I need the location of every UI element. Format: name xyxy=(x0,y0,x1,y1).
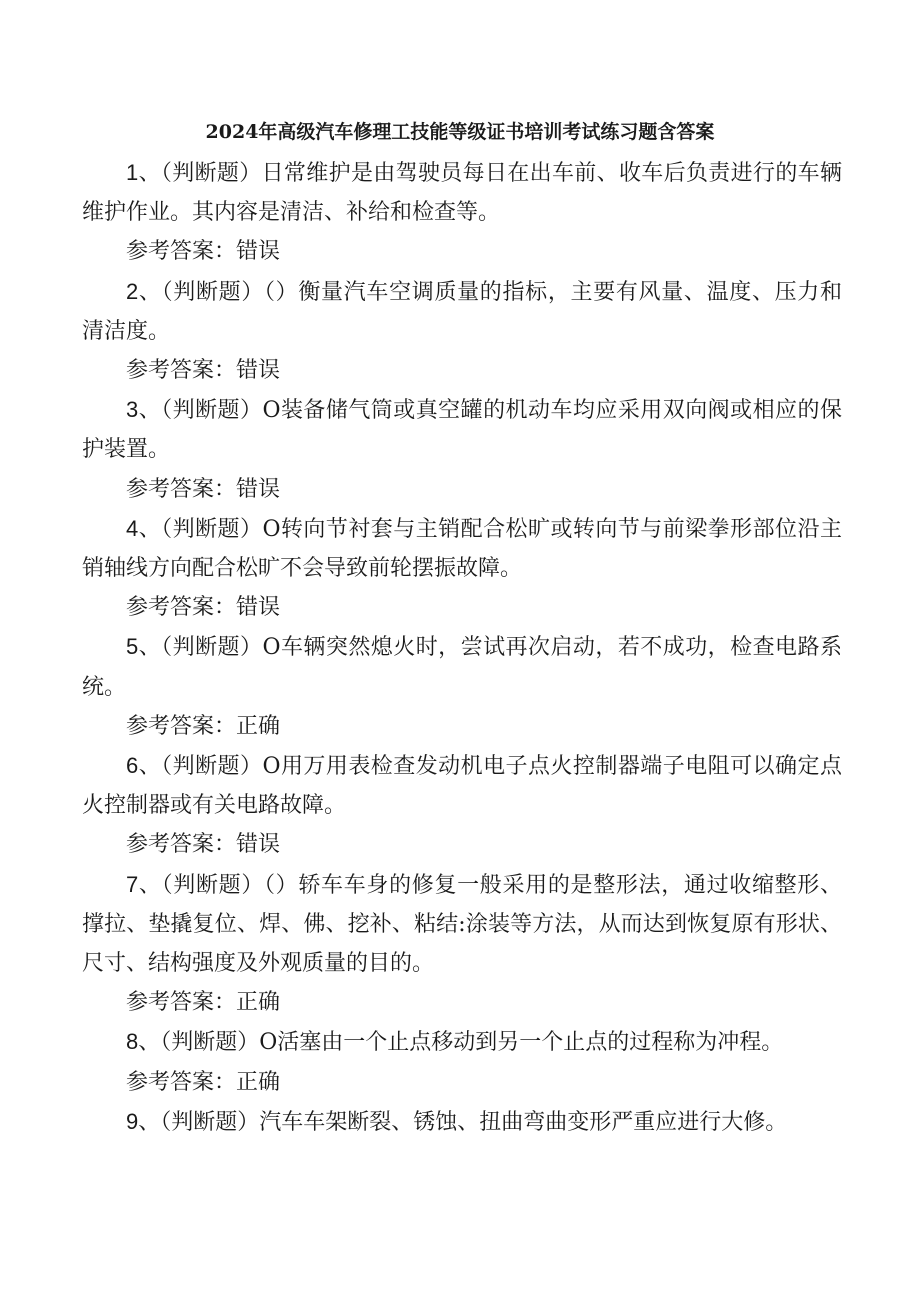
question-list xyxy=(82,153,842,1142)
question-number: 7、 xyxy=(126,871,162,897)
question-2 xyxy=(82,272,842,351)
question-number: 9、 xyxy=(126,1108,161,1134)
question-number: 8、 xyxy=(126,1029,161,1055)
question-text: （判断题）日常维护是由驾驶员每日在出车前、收车后负责进行的车辆维护作业。其内容是清洁、补给和检查等。 xyxy=(82,161,842,226)
document-title: 2024年高级汽车修理工技能等级证书培训考试练习题含答案 xyxy=(205,121,715,143)
question-text: （判断题）（）衡量汽车空调质量的指标，主要有风量、温度、压力和清洁度。 xyxy=(82,279,842,344)
question-number: 5、 xyxy=(126,634,162,660)
answer-4: 参考答案：错误 xyxy=(126,595,281,621)
question-number: 3、 xyxy=(126,397,162,423)
question-text: （判断题）（）轿车车身的修复一般采用的是整形法，通过收缩整形、撑拉、垫撬复位、焊、佛、挖补、粘结:涂装等方法，从而达到恢复原有形状、尺寸、结构强度及外观质量的目的。 xyxy=(82,872,842,977)
answer-1: 参考答案：错误 xyxy=(126,239,281,265)
question-number: 4、 xyxy=(126,515,162,541)
question-7 xyxy=(82,865,842,984)
question-1 xyxy=(82,153,842,232)
answer-6: 参考答案：错误 xyxy=(126,832,281,858)
question-number: 1、 xyxy=(126,160,161,185)
answer-7: 参考答案：正确 xyxy=(126,990,281,1016)
question-text: （判断题）O用万用表检查发动机电子点火控制器端子电阻可以确定点火控制器或有关电路故障。 xyxy=(82,754,842,819)
question-3 xyxy=(82,390,842,469)
question-8 xyxy=(82,1022,842,1062)
question-text: （判断题）O转向节衬套与主销配合松旷或转向节与前梁拳形部位沿主销轴线方向配合松旷不会导致前轮摆振故障。 xyxy=(82,516,842,582)
question-6 xyxy=(82,746,842,825)
question-9 xyxy=(82,1102,842,1142)
answer-8: 参考答案：正确 xyxy=(126,1069,281,1095)
answer-3: 参考答案：错误 xyxy=(126,476,281,502)
question-text: （判断题）O装备储气筒或真空罐的机动车均应采用双向阀或相应的保护装置。 xyxy=(82,398,842,463)
question-number: 6、 xyxy=(126,753,162,779)
question-text: （判断题）O活塞由一个止点移动到另一个止点的过程称为冲程。 xyxy=(160,1030,784,1056)
question-5 xyxy=(82,627,842,706)
question-text: （判断题）汽车车架断裂、锈蚀、扭曲弯曲变形严重应进行大修。 xyxy=(160,1109,788,1135)
question-number: 2、 xyxy=(126,278,162,304)
answer-5: 参考答案：正确 xyxy=(126,713,281,739)
answer-2: 参考答案：错误 xyxy=(126,358,281,384)
question-4 xyxy=(82,509,842,588)
question-text: （判断题）O车辆突然熄火时，尝试再次启动，若不成功，检查电路系统。 xyxy=(82,635,842,700)
